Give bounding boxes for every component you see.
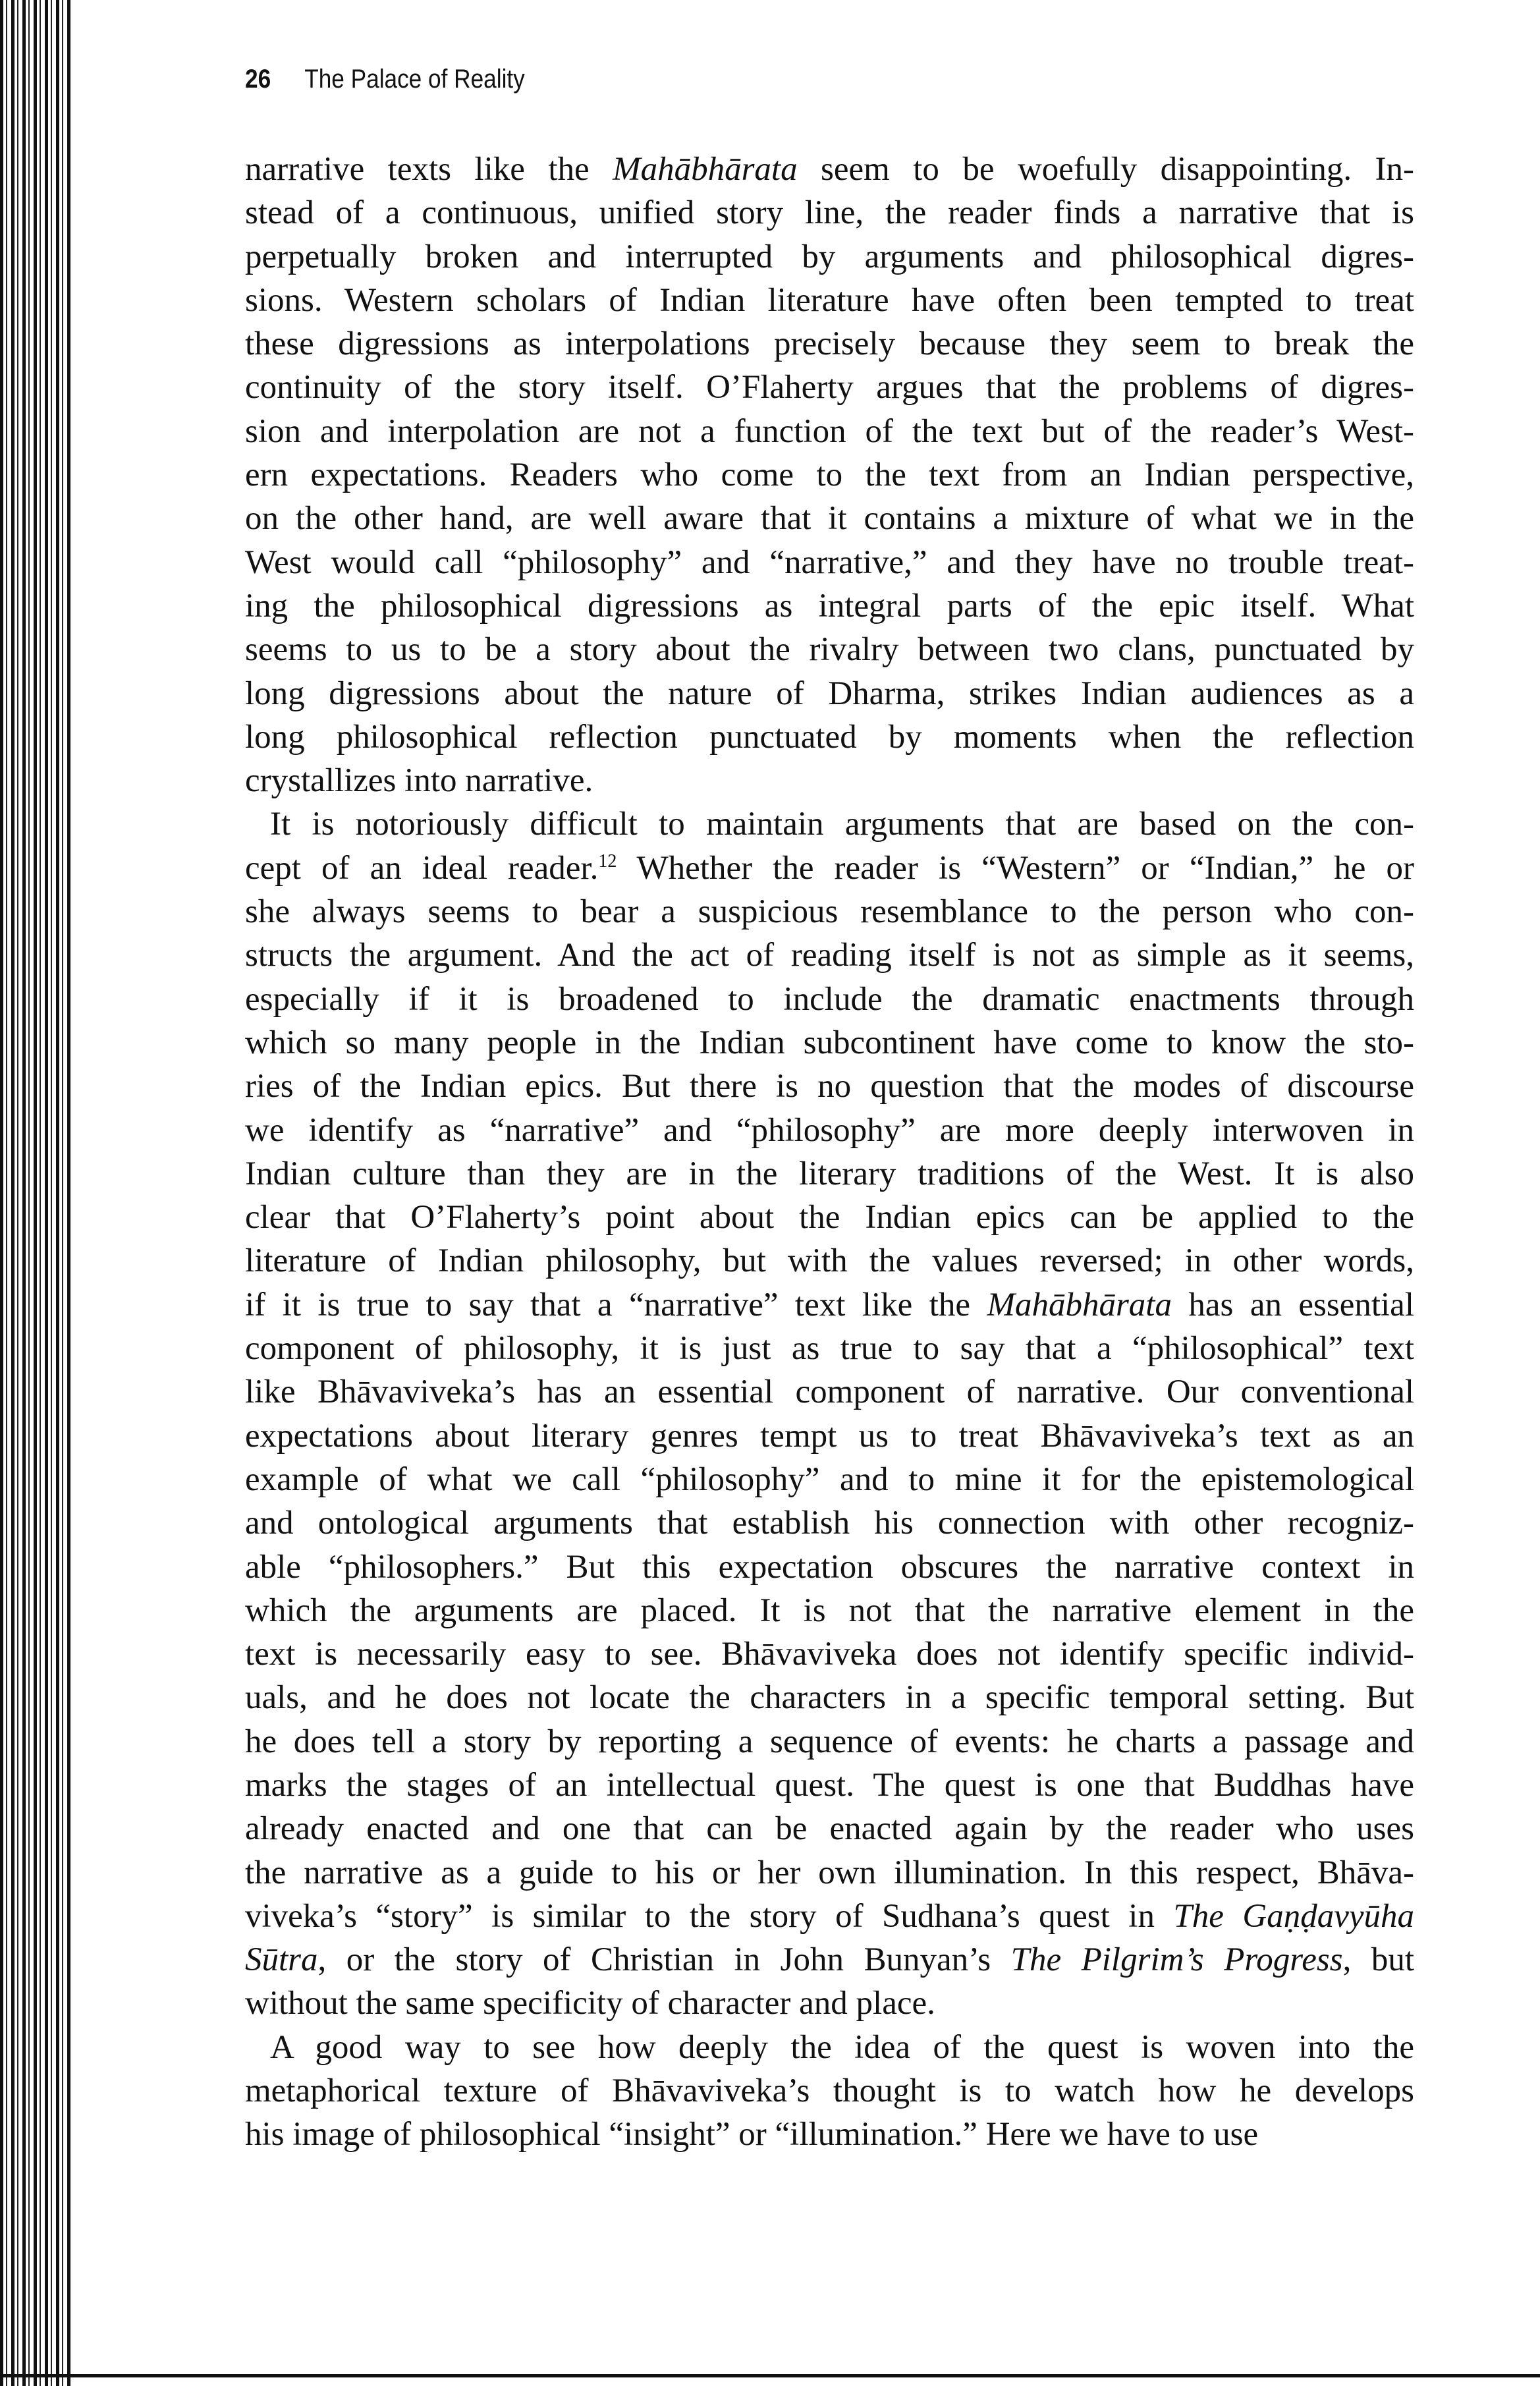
text-line xyxy=(245,1021,1414,1065)
italic-title: The Gaṇḍavyūha xyxy=(1173,1897,1415,1935)
paragraph xyxy=(245,2026,1414,2157)
text-line xyxy=(245,453,1414,497)
text-run: Whether the reader is “Western” or “Indian,” he or xyxy=(617,849,1414,887)
text-run: narrative texts like the xyxy=(245,151,613,188)
text-line xyxy=(245,2026,1414,2069)
paragraph xyxy=(245,148,1414,802)
text-line xyxy=(245,1982,1414,2025)
text-run: without the same specificity of character and place. xyxy=(245,1985,935,2022)
text-run: which the arguments are placed. It is not that the narrative element in the xyxy=(245,1592,1414,1629)
text-line xyxy=(245,1327,1414,1370)
scanned-binding-edge xyxy=(0,0,72,2386)
text-run: the narrative as a guide to his or her own illumination. In this respect, Bhāva- xyxy=(245,1854,1414,1891)
text-line xyxy=(245,584,1414,628)
text-line xyxy=(245,1807,1414,1850)
text-run: long digressions about the nature of Dharma, strikes Indian audiences as a xyxy=(245,675,1414,712)
text-run: and ontological arguments that establish his connection with other recogniz- xyxy=(245,1505,1414,1542)
text-run: text is necessarily easy to see. Bhāvaviveka does not identify specific individ- xyxy=(245,1636,1414,1673)
italic-title: Sūtra xyxy=(245,1941,318,1979)
text-line xyxy=(245,1545,1414,1589)
italic-title: Mahābhārata xyxy=(987,1286,1172,1323)
text-run: marks the stages of an intellectual quest. The quest is one that Buddhas have xyxy=(245,1766,1414,1804)
footnote-ref[interactable]: 12 xyxy=(598,850,617,872)
text-line xyxy=(245,1283,1414,1327)
text-line xyxy=(245,148,1414,191)
text-line xyxy=(245,1589,1414,1632)
text-run: metaphorical texture of Bhāvaviveka’s thought is to watch how he develops xyxy=(245,2072,1414,2110)
text-line xyxy=(245,759,1414,802)
text-line xyxy=(245,1370,1414,1414)
text-run: A good way to see how deeply the idea of the quest is woven into the xyxy=(270,2028,1414,2066)
text-run: these digressions as interpolations precisely because they seem to break the xyxy=(245,325,1414,363)
text-run: like Bhāvaviveka’s has an essential component of narrative. Our conventional xyxy=(245,1373,1414,1411)
text-run: , or the story of Christian in John Bunyan’s xyxy=(317,1941,1011,1979)
text-line xyxy=(245,410,1414,453)
text-line xyxy=(245,322,1414,366)
text-run: ern expectations. Readers who come to the text from an Indian perspective, xyxy=(245,457,1414,494)
italic-title: Mahābhārata xyxy=(613,151,798,188)
text-run: able “philosophers.” But this expectation obscures the narrative context in xyxy=(245,1548,1414,1586)
page-number: 26 xyxy=(245,65,271,94)
text-run: structs the argument. And the act of reading itself is not as simple as it seems, xyxy=(245,937,1414,974)
text-line xyxy=(245,715,1414,759)
text-run: continuity of the story itself. O’Flaherty argues that the problems of digres- xyxy=(245,369,1414,406)
text-line xyxy=(245,1414,1414,1458)
text-line xyxy=(245,1239,1414,1283)
text-run: cept of an ideal reader. xyxy=(245,849,599,887)
text-run: he does tell a story by reporting a sequence of events: he charts a passage and xyxy=(245,1723,1414,1760)
text-line xyxy=(245,1938,1414,1982)
text-run: especially if it is broadened to include the dramatic enactments through xyxy=(245,980,1414,1018)
text-run: sions. Western scholars of Indian literature have often been tempted to treat xyxy=(245,281,1414,319)
scan-bottom-edge xyxy=(0,2374,1540,2377)
paragraph xyxy=(245,802,1414,2025)
text-line xyxy=(245,235,1414,279)
text-line xyxy=(245,1501,1414,1545)
text-line xyxy=(245,1763,1414,1807)
text-run: component of philosophy, it is just as true to say that a “philosophical” text xyxy=(245,1330,1414,1368)
text-run: already enacted and one that can be enacted again by the reader who uses xyxy=(245,1810,1414,1848)
text-run: ing the philosophical digressions as integral parts of the epic itself. What xyxy=(245,587,1414,624)
text-run: West would call “philosophy” and “narrative,” and they have no trouble treat- xyxy=(245,543,1414,581)
text-run: has an essential xyxy=(1171,1286,1414,1323)
text-line xyxy=(245,1851,1414,1895)
text-line xyxy=(245,1720,1414,1763)
text-run: which so many people in the Indian subcontinent have come to know the sto- xyxy=(245,1024,1414,1061)
text-run: uals, and he does not locate the characters in a specific temporal setting. But xyxy=(245,1679,1414,1717)
running-title: The Palace of Reality xyxy=(304,65,525,94)
text-line xyxy=(245,1152,1414,1196)
text-run: if it is true to say that a “narrative” text like the xyxy=(245,1286,987,1323)
text-line xyxy=(245,978,1414,1021)
text-run: long philosophical reflection punctuated by moments when the reflection xyxy=(245,718,1414,756)
text-run: stead of a continuous, unified story line, the reader finds a narrative that is xyxy=(245,194,1414,232)
text-run: she always seems to bear a suspicious resemblance to the person who con- xyxy=(245,893,1414,931)
text-line xyxy=(245,1458,1414,1501)
text-line xyxy=(245,890,1414,933)
text-run: , but xyxy=(1342,1941,1415,1979)
text-line xyxy=(245,933,1414,977)
text-run: clear that O’Flaherty’s point about the Indian epics can be applied to the xyxy=(245,1199,1414,1236)
running-header xyxy=(245,65,525,94)
text-line xyxy=(245,191,1414,235)
text-line xyxy=(245,1676,1414,1719)
text-run: crystallizes into narrative. xyxy=(245,762,593,800)
text-line xyxy=(245,1196,1414,1239)
text-line xyxy=(245,1065,1414,1108)
text-run: his image of philosophical “insight” or “illumination.” Here we have to use xyxy=(245,2116,1259,2153)
text-line xyxy=(245,1109,1414,1152)
italic-title: The Pilgrim’s Progress xyxy=(1010,1941,1343,1979)
text-run: expectations about literary genres tempt us to treat Bhāvaviveka’s text as an xyxy=(245,1417,1414,1455)
text-line xyxy=(245,366,1414,409)
text-run: seem to be woefully disappointing. In- xyxy=(797,151,1414,188)
text-run: sion and interpolation are not a function of the text but of the reader’s West- xyxy=(245,412,1414,450)
text-line xyxy=(245,2113,1414,2156)
text-line xyxy=(245,672,1414,715)
body-text xyxy=(245,148,1414,2157)
text-line xyxy=(245,541,1414,584)
text-run: Indian culture than they are in the literary traditions of the West. It is also xyxy=(245,1155,1414,1192)
text-run: seems to us to be a story about the rivalry between two clans, punctuated by xyxy=(245,631,1414,669)
text-line xyxy=(245,279,1414,322)
text-line xyxy=(245,497,1414,540)
text-line xyxy=(245,1632,1414,1676)
text-run: viveka’s “story” is similar to the story of Sudhana’s quest in xyxy=(245,1897,1174,1935)
text-run: example of what we call “philosophy” and to mine it for the epistemological xyxy=(245,1460,1414,1498)
text-line xyxy=(245,628,1414,671)
text-run: literature of Indian philosophy, but with the values reversed; in other words, xyxy=(245,1242,1414,1280)
text-run: ries of the Indian epics. But there is no question that the modes of discourse xyxy=(245,1068,1414,1105)
text-line xyxy=(245,1895,1414,1938)
text-run: on the other hand, are well aware that it contains a mixture of what we in the xyxy=(245,500,1414,538)
text-line xyxy=(245,802,1414,846)
text-run: It is notoriously difficult to maintain arguments that are based on the con- xyxy=(270,806,1414,843)
text-run: perpetually broken and interrupted by arguments and philosophical digres- xyxy=(245,238,1414,275)
text-line xyxy=(245,846,1414,890)
text-run: we identify as “narrative” and “philosophy” are more deeply interwoven in xyxy=(245,1111,1414,1149)
text-line xyxy=(245,2069,1414,2113)
